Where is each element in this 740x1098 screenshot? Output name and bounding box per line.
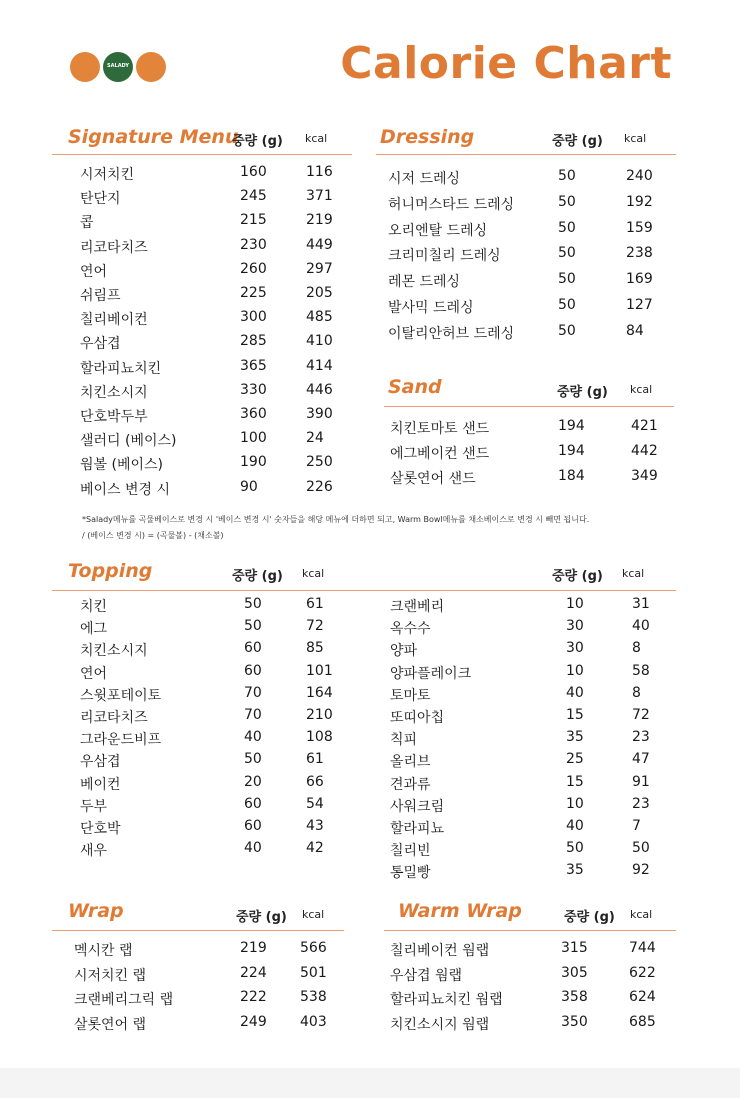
topping-kcal-header-left: kcal (302, 567, 325, 580)
warm-wrap-kcal-header: kcal (630, 908, 653, 921)
signature-item-name: 콥 (80, 215, 94, 232)
logo-circle-left (70, 52, 100, 82)
signature-item-kcal: 449 (306, 236, 333, 253)
topping-left-item-name: 리코타치즈 (80, 710, 148, 726)
warm-wrap-item-name: 할라피뇨치킨 웜랩 (390, 992, 503, 1008)
signature-item-weight: 190 (240, 454, 267, 471)
signature-rule (52, 154, 352, 155)
topping-right-item-weight: 10 (566, 596, 584, 612)
warm-wrap-item-name: 치킨소시지 웜랩 (390, 1016, 490, 1033)
topping-left-item-weight: 60 (244, 818, 262, 834)
signature-item-name: 쉬림프 (80, 288, 121, 304)
wrap-item-weight: 219 (240, 940, 267, 956)
topping-left-item-kcal: 61 (306, 596, 324, 612)
wrap-kcal-header: kcal (302, 908, 325, 921)
logo-text: SALADY (107, 63, 129, 69)
signature-item-weight: 160 (240, 164, 267, 180)
signature-item-weight: 285 (240, 333, 267, 350)
topping-kcal-header-right: kcal (622, 567, 645, 580)
sand-rule (384, 406, 674, 407)
signature-item-name: 칠리베이컨 (80, 312, 148, 329)
topping-right-item-weight: 25 (566, 751, 584, 768)
topping-right-item-weight: 15 (566, 773, 584, 790)
dressing-item-weight: 50 (558, 271, 576, 288)
wrap-item-weight: 249 (240, 1013, 267, 1030)
topping-left-item-name: 단호박 (80, 821, 121, 837)
topping-left-item-kcal: 54 (306, 795, 324, 812)
warm-wrap-item-weight: 350 (561, 1013, 588, 1030)
topping-right-item-kcal: 50 (632, 840, 650, 857)
sand-item-name: 치킨토마토 샌드 (390, 421, 490, 437)
dressing-item-weight: 50 (558, 322, 576, 339)
warm-wrap-item-kcal: 685 (629, 1013, 656, 1030)
topping-left-item-kcal: 101 (306, 662, 333, 679)
dressing-weight-header: 중량 (g) (552, 134, 603, 149)
topping-left-item-name: 스윗포테이토 (80, 687, 162, 704)
topping-right-item-name: 칙피 (390, 732, 418, 749)
signature-item-kcal: 410 (306, 333, 333, 350)
topping-right-item-weight: 40 (566, 684, 584, 701)
topping-left-item-weight: 50 (244, 751, 262, 768)
signature-item-name: 치킨소시지 (80, 384, 148, 401)
wrap-item-name: 시저치킨 랩 (74, 967, 147, 984)
signature-weight-header: 중량 (g) (232, 134, 283, 149)
signature-item-name: 단호박두부 (80, 409, 148, 425)
topping-right-item-name: 올리브 (390, 754, 431, 771)
sand-item-weight: 184 (558, 468, 585, 484)
signature-title: Signature Menu (68, 126, 239, 148)
warm-wrap-rule (384, 930, 676, 931)
topping-left-item-kcal: 108 (306, 729, 333, 746)
signature-item-name: 할라피뇨치킨 (80, 360, 162, 377)
topping-left-item-kcal: 85 (306, 640, 324, 657)
wrap-item-kcal: 403 (300, 1013, 327, 1030)
base-change-note (82, 512, 589, 544)
topping-left-item-name: 연어 (80, 665, 108, 682)
signature-item-name: 리코타치즈 (80, 239, 148, 256)
wrap-item-kcal: 538 (300, 989, 327, 1005)
topping-right-item-weight: 35 (566, 862, 584, 879)
topping-right-item-kcal: 31 (632, 596, 650, 612)
signature-item-name: 베이스 변경 시 (80, 481, 171, 498)
wrap-item-name: 멕시칸 랩 (74, 943, 133, 959)
warm-wrap-item-weight: 315 (561, 940, 588, 956)
sand-item-name: 살롯연어 샌드 (390, 471, 476, 487)
topping-right-item-weight: 30 (566, 618, 584, 635)
signature-item-weight: 230 (240, 236, 267, 253)
signature-item-kcal: 250 (306, 454, 333, 471)
topping-right-item-name: 또띠아칩 (390, 710, 445, 726)
signature-item-kcal: 446 (306, 381, 333, 398)
topping-right-item-name: 통밀빵 (390, 865, 431, 882)
wrap-item-name: 살롯연어 랩 (74, 1016, 147, 1033)
signature-item-weight: 90 (240, 478, 258, 495)
topping-right-item-name: 양파 (390, 643, 418, 660)
signature-item-name: 샐러디 (베이스) (80, 433, 177, 450)
topping-left-item-name: 그라운드비프 (80, 732, 162, 749)
topping-left-item-kcal: 43 (306, 818, 324, 834)
signature-item-weight: 330 (240, 381, 267, 398)
topping-left-item-name: 에그 (80, 621, 108, 638)
topping-right-item-name: 칠리빈 (390, 843, 431, 860)
salady-logo (70, 50, 170, 84)
topping-left-item-weight: 60 (244, 640, 262, 657)
dressing-item-name: 이탈리안허브 드레싱 (388, 325, 515, 342)
warm-wrap-item-kcal: 624 (629, 989, 656, 1005)
topping-right-item-weight: 50 (566, 840, 584, 857)
wrap-item-kcal: 566 (300, 940, 327, 956)
topping-right-item-name: 양파플레이크 (390, 665, 472, 682)
warm-wrap-item-name: 우삼겹 웜랩 (390, 967, 463, 984)
dressing-item-kcal: 84 (626, 322, 644, 339)
warm-wrap-item-weight: 305 (561, 964, 588, 981)
topping-right-item-kcal: 23 (632, 795, 650, 812)
topping-right-item-weight: 35 (566, 729, 584, 746)
signature-item-name: 시저치킨 (80, 167, 135, 183)
topping-left-item-weight: 70 (244, 707, 262, 723)
dressing-item-kcal: 169 (626, 271, 653, 288)
topping-left-item-weight: 40 (244, 729, 262, 746)
warm-wrap-item-name: 칠리베이컨 웜랩 (390, 943, 490, 959)
topping-right-item-kcal: 8 (632, 684, 641, 701)
wrap-item-weight: 222 (240, 989, 267, 1005)
topping-right-item-weight: 10 (566, 795, 584, 812)
topping-right-item-name: 옥수수 (390, 621, 431, 638)
wrap-item-kcal: 501 (300, 964, 327, 981)
wrap-item-weight: 224 (240, 964, 267, 981)
signature-item-weight: 215 (240, 212, 267, 229)
signature-item-kcal: 219 (306, 212, 333, 229)
dressing-item-name: 크리미칠리 드레싱 (388, 248, 501, 265)
dressing-item-kcal: 238 (626, 245, 653, 262)
dressing-item-weight: 50 (558, 168, 576, 184)
topping-right-item-name: 할라피뇨 (390, 821, 445, 837)
dressing-item-name: 발사믹 드레싱 (388, 300, 474, 316)
wrap-item-name: 크랜베리그릭 랩 (74, 992, 174, 1008)
warm-wrap-weight-header: 중량 (g) (564, 910, 615, 925)
signature-item-name: 웜볼 (베이스) (80, 457, 163, 474)
dressing-item-name: 오리엔탈 드레싱 (388, 222, 488, 239)
signature-item-weight: 245 (240, 188, 267, 205)
note-line-2: / (베이스 변경 시) = (곡물볼) - (채소볼) (82, 531, 224, 540)
signature-item-kcal: 24 (306, 430, 324, 447)
topping-left-item-name: 치킨 (80, 599, 108, 615)
signature-item-kcal: 485 (306, 309, 333, 326)
dressing-item-name: 시저 드레싱 (388, 171, 461, 187)
logo-circle-right (136, 52, 166, 82)
signature-item-name: 우삼겹 (80, 336, 121, 353)
signature-item-weight: 365 (240, 357, 267, 374)
page-title: Calorie Chart (340, 38, 672, 89)
topping-right-item-kcal: 47 (632, 751, 650, 768)
signature-item-kcal: 205 (306, 285, 333, 301)
topping-right-item-name: 사워크림 (390, 798, 445, 815)
signature-item-weight: 100 (240, 430, 267, 447)
signature-item-kcal: 116 (306, 164, 333, 180)
sand-title: Sand (388, 376, 442, 398)
sand-kcal-header: kcal (630, 383, 653, 396)
signature-item-name: 연어 (80, 263, 108, 280)
topping-rule (52, 590, 676, 591)
topping-right-item-kcal: 40 (632, 618, 650, 635)
bottom-bar (0, 1068, 740, 1098)
topping-left-item-kcal: 66 (306, 773, 324, 790)
signature-item-kcal: 297 (306, 260, 333, 277)
wrap-weight-header: 중량 (g) (236, 910, 287, 925)
topping-right-item-kcal: 58 (632, 662, 650, 679)
dressing-title: Dressing (380, 126, 475, 148)
topping-right-item-kcal: 92 (632, 862, 650, 879)
note-line-1: *Salady메뉴를 곡물베이스로 변경 시 '베이스 변경 시' 숫자들을 해당 메뉴에 더하면 되고, Warm Bowl메뉴를 채소베이스로 변경 시 빼면 됩니다. (82, 515, 590, 524)
topping-right-item-weight: 10 (566, 662, 584, 679)
sand-item-kcal: 349 (631, 468, 658, 484)
topping-left-item-name: 새우 (80, 843, 108, 860)
topping-right-item-name: 견과류 (390, 776, 431, 793)
dressing-item-name: 레몬 드레싱 (388, 274, 461, 291)
topping-left-item-name: 두부 (80, 798, 108, 815)
topping-left-item-weight: 60 (244, 662, 262, 679)
signature-item-kcal: 390 (306, 406, 333, 422)
sand-item-kcal: 442 (631, 443, 658, 459)
warm-wrap-item-weight: 358 (561, 989, 588, 1005)
wrap-title: Wrap (68, 900, 124, 922)
topping-right-item-weight: 15 (566, 707, 584, 723)
topping-right-item-name: 토마토 (390, 687, 431, 704)
warm-wrap-item-kcal: 744 (629, 940, 656, 956)
topping-right-item-kcal: 72 (632, 707, 650, 723)
dressing-rule (376, 154, 676, 155)
dressing-kcal-header: kcal (624, 132, 647, 145)
dressing-item-weight: 50 (558, 193, 576, 210)
topping-left-item-kcal: 61 (306, 751, 324, 768)
topping-left-item-kcal: 42 (306, 840, 324, 857)
topping-right-item-weight: 30 (566, 640, 584, 657)
topping-left-item-weight: 50 (244, 596, 262, 612)
topping-right-item-weight: 40 (566, 818, 584, 834)
topping-weight-header-left: 중량 (g) (232, 569, 283, 584)
wrap-rule (52, 930, 344, 931)
signature-kcal-header: kcal (305, 132, 328, 145)
signature-item-name: 탄단지 (80, 191, 121, 208)
dressing-item-kcal: 192 (626, 193, 653, 210)
topping-left-item-weight: 50 (244, 618, 262, 635)
sand-item-weight: 194 (558, 443, 585, 459)
topping-right-item-kcal: 23 (632, 729, 650, 746)
dressing-item-weight: 50 (558, 297, 576, 313)
topping-right-item-kcal: 91 (632, 773, 650, 790)
topping-left-item-name: 베이컨 (80, 776, 121, 793)
warm-wrap-title: Warm Wrap (398, 900, 522, 922)
dressing-item-kcal: 240 (626, 168, 653, 184)
topping-right-item-name: 크랜베리 (390, 599, 445, 615)
sand-item-weight: 194 (558, 418, 585, 434)
topping-right-item-kcal: 8 (632, 640, 641, 657)
dressing-item-weight: 50 (558, 219, 576, 236)
topping-right-item-kcal: 7 (632, 818, 641, 834)
topping-left-item-kcal: 164 (306, 684, 333, 701)
topping-left-item-weight: 20 (244, 773, 262, 790)
warm-wrap-item-kcal: 622 (629, 964, 656, 981)
signature-item-kcal: 414 (306, 357, 333, 374)
topping-left-item-name: 치킨소시지 (80, 643, 148, 660)
dressing-item-name: 허니머스타드 드레싱 (388, 196, 515, 213)
topping-left-item-name: 우삼겹 (80, 754, 121, 771)
signature-item-kcal: 371 (306, 188, 333, 205)
signature-item-kcal: 226 (306, 478, 333, 495)
sand-item-kcal: 421 (631, 418, 658, 434)
dressing-item-weight: 50 (558, 245, 576, 262)
topping-title: Topping (68, 560, 153, 582)
topping-left-item-weight: 40 (244, 840, 262, 857)
sand-weight-header: 중량 (g) (557, 385, 608, 400)
topping-left-item-kcal: 210 (306, 707, 333, 723)
signature-item-weight: 360 (240, 406, 267, 422)
topping-weight-header-right: 중량 (g) (552, 569, 603, 584)
topping-left-item-kcal: 72 (306, 618, 324, 635)
signature-item-weight: 260 (240, 260, 267, 277)
signature-item-weight: 300 (240, 309, 267, 326)
topping-left-item-weight: 70 (244, 684, 262, 701)
dressing-item-kcal: 159 (626, 219, 653, 236)
signature-item-weight: 225 (240, 285, 267, 301)
topping-left-item-weight: 60 (244, 795, 262, 812)
dressing-item-kcal: 127 (626, 297, 653, 313)
sand-item-name: 에그베이컨 샌드 (390, 446, 490, 462)
